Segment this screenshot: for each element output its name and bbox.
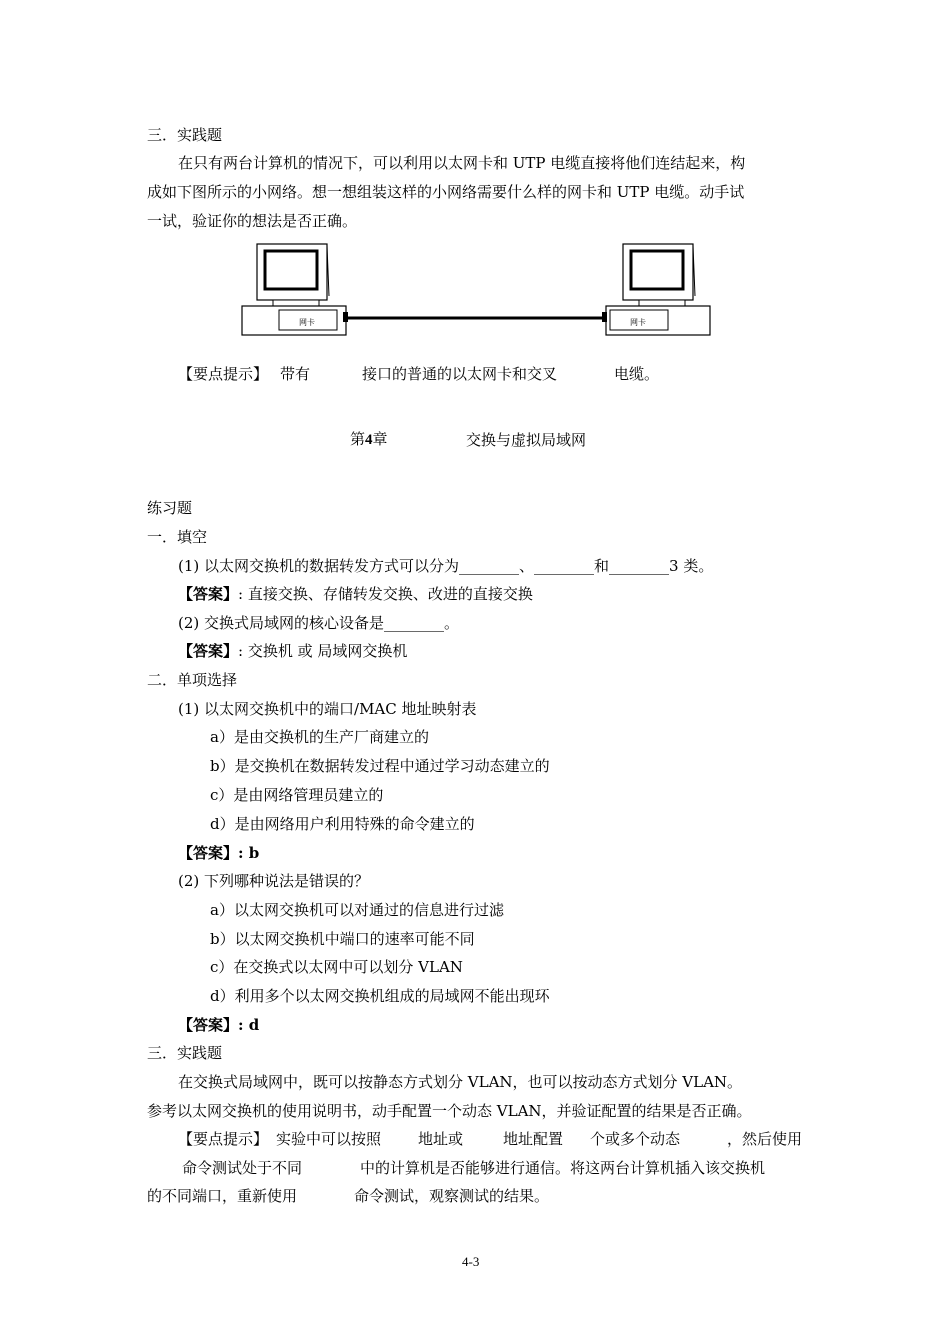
answer-label: 【答案】 bbox=[178, 642, 239, 660]
section3-hint-l3-p2: 命令测试，观察测试的结果。 bbox=[354, 1187, 550, 1205]
fill-answer-2 bbox=[178, 641, 407, 661]
chapter-digit: 4 bbox=[365, 432, 373, 448]
section1-hint-p2: 接口的普通的以太网卡和交叉 bbox=[362, 365, 558, 383]
section1-heading: 三．实践题 bbox=[147, 126, 223, 144]
chapter-prefix: 第 bbox=[350, 432, 366, 448]
chapter-title: 交换与虚拟局域网 bbox=[466, 431, 587, 449]
section3-hint-l2-p2: 中的计算机是否能够进行通信。将这两台计算机插入该交换机 bbox=[360, 1159, 766, 1177]
section1-hint-p3: 电缆。 bbox=[614, 365, 660, 383]
section3-hint-l1-p4: 个或多个动态 bbox=[590, 1130, 681, 1148]
mc2-question: (2) 下列哪种说法是错误的？ bbox=[178, 872, 370, 890]
mc2-option-c: c）在交换式以太网中可以划分 VLAN bbox=[210, 958, 463, 976]
answer-text: : 直接交换、存储转发交换、改进的直接交换 bbox=[238, 585, 533, 603]
section3-hint-l1-p5: ，然后使用 bbox=[727, 1130, 803, 1148]
network-diagram bbox=[235, 238, 715, 342]
mc1-option-b: b）是交换机在数据转发过程中通过学习动态建立的 bbox=[210, 757, 550, 775]
mc1-question: (1) 以太网交换机中的端口/MAC 地址映射表 bbox=[178, 700, 477, 718]
page-number: 4-3 bbox=[462, 1254, 480, 1269]
section1-hint-label: 【要点提示】 bbox=[178, 365, 269, 383]
section3-para-line2: 参考以太网交换机的使用说明书，动手配置一个动态 VLAN，并验证配置的结果是否正确。 bbox=[147, 1102, 752, 1120]
answer-label: 【答案】 bbox=[178, 585, 239, 603]
section3-hint-l2-p1: 命令测试处于不同 bbox=[182, 1159, 303, 1177]
mc1-option-a: a）是由交换机的生产厂商建立的 bbox=[210, 728, 429, 746]
fill-heading: 一．填空 bbox=[147, 528, 208, 546]
section1-para-line3: 一试，验证你的想法是否正确。 bbox=[147, 212, 358, 230]
answer-label: 【答案】 bbox=[178, 844, 239, 862]
mc1-answer bbox=[178, 843, 259, 863]
answer-text: : d bbox=[238, 1016, 260, 1034]
nic-label-left: 网卡 bbox=[299, 318, 315, 327]
section3-heading: 三．实践题 bbox=[147, 1044, 223, 1062]
section1-para-line1: 在只有两台计算机的情况下，可以利用以太网卡和 UTP 电缆直接将他们连结起来，构 bbox=[178, 154, 746, 172]
answer-label: 【答案】 bbox=[178, 1016, 239, 1034]
mc2-option-d: d）利用多个以太网交换机组成的局域网不能出现环 bbox=[210, 987, 550, 1005]
section3-para-line1: 在交换式局域网中，既可以按静态方式划分 VLAN，也可以按动态方式划分 VLAN。 bbox=[178, 1073, 743, 1091]
exercises-title: 练习题 bbox=[147, 499, 193, 517]
chapter-number bbox=[350, 430, 388, 450]
section3-hint-l1-p2: 地址或 bbox=[418, 1130, 464, 1148]
mc1-option-d: d）是由网络用户利用特殊的命令建立的 bbox=[210, 815, 475, 833]
mc1-option-c: c）是由网络管理员建立的 bbox=[210, 786, 384, 804]
section3-hint-l3-p1: 的不同端口，重新使用 bbox=[147, 1187, 298, 1205]
fill-answer-1 bbox=[178, 584, 533, 604]
mc2-option-b: b）以太网交换机中端口的速率可能不同 bbox=[210, 930, 475, 948]
chapter-suffix: 章 bbox=[372, 432, 388, 448]
section3-hint-l1-p1: 实验中可以按照 bbox=[276, 1130, 382, 1148]
left-computer bbox=[242, 244, 348, 335]
section1-hint-p1: 带有 bbox=[280, 365, 311, 383]
choice-heading: 二．单项选择 bbox=[147, 671, 238, 689]
fill-question-1: (1) 以太网交换机的数据转发方式可以分为________、________和________3 类。 bbox=[178, 557, 714, 575]
nic-label-right: 网卡 bbox=[630, 318, 646, 327]
right-computer bbox=[602, 244, 710, 335]
section1-para-line2: 成如下图所示的小网络。想一想组装这样的小网络需要什么样的网卡和 UTP 电缆。动手试 bbox=[147, 183, 745, 201]
section3-hint-l1-p3: 地址配置 bbox=[503, 1130, 564, 1148]
answer-text: : 交换机 或 局域网交换机 bbox=[238, 642, 408, 660]
answer-text: : b bbox=[238, 844, 260, 862]
fill-question-2: (2) 交换式局域网的核心设备是________。 bbox=[178, 614, 460, 632]
section3-hint-label: 【要点提示】 bbox=[178, 1130, 269, 1148]
mc2-answer bbox=[178, 1015, 259, 1035]
mc2-option-a: a）以太网交换机可以对通过的信息进行过滤 bbox=[210, 901, 504, 919]
